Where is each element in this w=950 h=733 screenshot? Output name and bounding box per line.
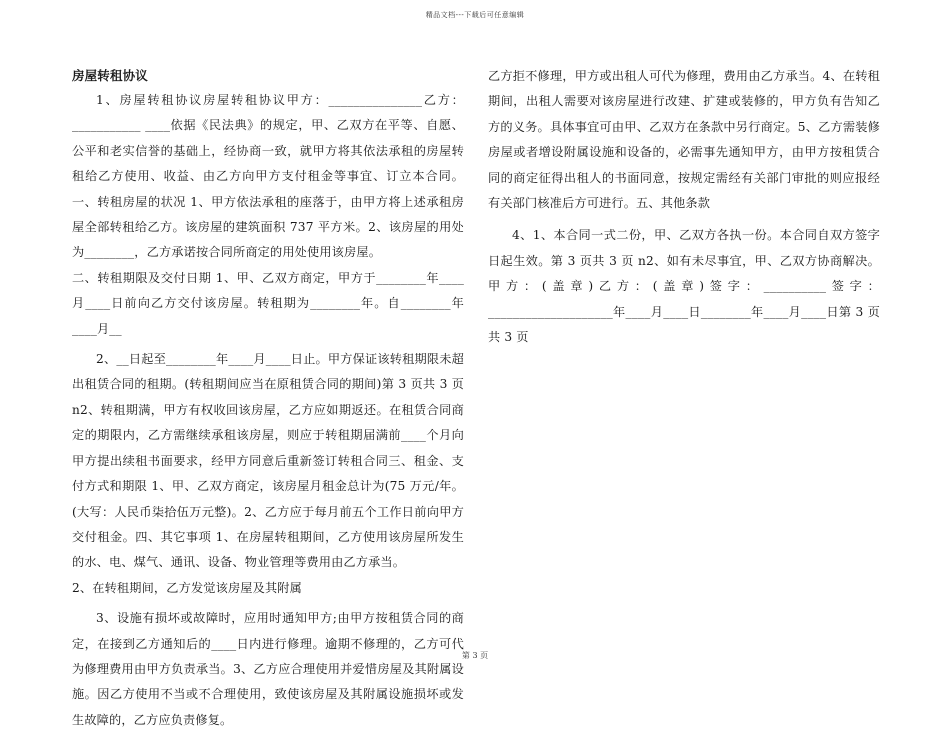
right-column: [488, 64, 880, 350]
page-header: 精品文档---下载后可任意编辑: [425, 11, 525, 19]
paragraph-4: 2、在转租期间，乙方发觉该房屋及其附属: [72, 580, 302, 595]
paragraph-1: 1、房屋转租协议房屋转租协议甲方：_______________乙方：___________ ____依据《民法典》的规定，甲、乙双方在平等、自愿、公平和老实信誉的基础上，经协商一致，就甲方将其依法承租的房屋转租给乙方使用、收益、由乙方向甲方支付租金等事宜、订立本合同。一、转租房屋的状况 1、甲方依法承租的座落于，由甲方将上述承租房屋全部转租给乙方。该房屋的建筑面积 737 平方米。2、该房屋的用处为________，乙方承诺按合同所商定的用处使用该房屋。: [72, 93, 464, 260]
paragraph-3: 2、__日起至________年____月____日止。甲方保证该转租期限未超出租赁合同的租期。(转租期间应当在原租赁合同的期间)第 3 页共 3 页 n2、转租期满，甲方有权收回该房屋，乙方应如期返还。在租赁合同商定的期限内，乙方需继续承租该房屋，则应于转租期届满前____个月向甲方提出续租书面要求，经甲方同意后重新签订转租合同三、租金、支付方式和期限 1、甲、乙双方商定，该房屋月租金总计为(75 万元/年。(大写：人民币柒拾伍万元整)。2、乙方应于每月前五个工作日前向甲方交付租金。四、其它事项 1、在房屋转租期间，乙方使用该房屋所发生的水、电、煤气、通讯、设备、物业管理等费用由乙方承当。: [72, 352, 464, 570]
paragraph-5: 3、设施有损坏或故障时，应用时通知甲方;由甲方按租赁合同的商定，在接到乙方通知后的____日内进行修理。逾期不修理的，乙方可代为修理费用由甲方负责承当。3、乙方应合理使用并爱惜房屋及其附属设施。因乙方使用不当或不合理使用，致使该房屋及其附属设施损坏或发生故障的，乙方应负责修复。: [72, 611, 464, 727]
paragraph-7: 4、1、本合同一式二份，甲、乙双方各执一份。本合同自双方签字日起生效。第 3 页共 3 页 n2、如有未尽事宜，甲、乙双方协商解决。甲方：(盖章)乙方：(盖章)签字：__________签字：____________________年____月____日________年____月____日第 3 页共 3 页: [488, 228, 880, 345]
paragraph-2: 二、转租期限及交付日期 1、甲、乙双方商定，甲方于________年____月____日前向乙方交付该房屋。转租期为________年。自________年____月__: [72, 270, 464, 336]
page-number: 第 3 页: [461, 651, 489, 660]
document-title: 房屋转租协议: [72, 68, 148, 83]
paragraph-6: 乙方拒不修理，甲方或出租人可代为修理，费用由乙方承当。4、在转租期间，出租人需要对该房屋进行改建、扩建或装修的，甲方负有告知乙方的义务。具体事宜可由甲、乙双方在条款中另行商定。5、乙方需装修房屋或者增设附属设施和设备的，必需事先通知甲方，由甲方按租赁合同的商定征得出租人的书面同意，按规定需经有关部门审批的则应报经有关部门核准后方可进行。五、其他条款: [488, 69, 880, 211]
left-column: [72, 64, 464, 733]
